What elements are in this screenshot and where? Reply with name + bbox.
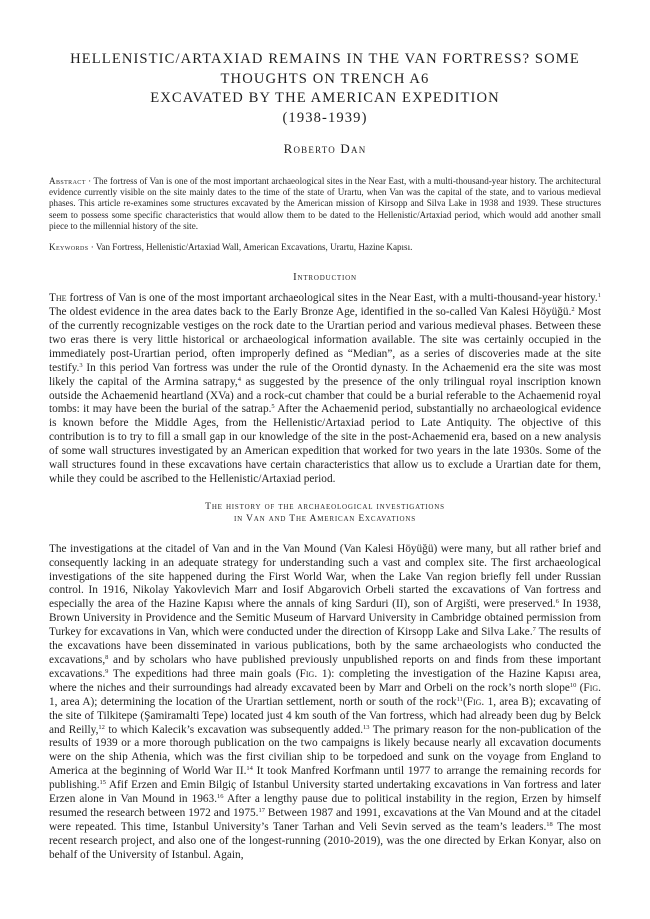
footnote-ref[interactable]: 13 [363,723,370,731]
title-line: HELLENISTIC/ARTAXIAD REMAINS IN THE VAN FORTRESS? SOME [70,51,580,67]
keywords-text: Van Fortress, Hellenistic/Artaxiad Wall, American Excavations, Urartu, Hazine Kapısı. [95,242,413,253]
intro-lead-word: The [49,292,67,305]
figure-ref[interactable]: Fig. [583,681,601,694]
article-title [49,50,601,128]
section-heading-history [49,501,601,526]
title-line: THOUGHTS ON TRENCH A6 [220,70,430,87]
footnote-ref[interactable]: 6 [555,598,559,606]
footnote-ref[interactable]: 15 [99,779,107,787]
footnote-ref[interactable]: 7 [532,626,536,634]
footnote-ref[interactable]: 14 [246,765,253,773]
history-text: 1): completing the investigation of the Hazine Kapısı area, where the niches and their surroundings had already excavated been by Marr and Orbeli on the rock’s north slope [49,667,601,694]
intro-text: In this period Van fortress was under the rule of the Orontid dynasty. In the Achaemenid era the site was most likely the capital of the Armina satrapy, [49,361,601,388]
history-text: Between 1987 and 1991, excavations at the Van Mound and at the citadel were repeated. This time, Istanbul University’s Taner Tarhan and Veli Sevin served as the team’s leaders. [49,806,601,833]
section-heading-line: in Van and The American Excavations [234,513,416,525]
history-text: The results of the excavations have been disseminated in various publications, both by the same archaeologists who conducted the excavations, [49,626,601,666]
footnote-ref[interactable]: 8 [105,653,109,661]
footnote-ref[interactable]: 5 [271,403,275,411]
figure-ref[interactable]: Fig. [466,695,485,708]
intro-text: After the Achaemenid period, substantially no archaeological evidence is known before the Middle Ages, from the Hellenistic/Artaxiad period to Late Antiquity. The objective of this contribution is to try to fill a small gap in our knowledge of the site in the post-Achaemenid era, based on a new analysis of some wall structures investigated by an American expedition that worked for two years in the late 1930s. Some of the wall structures found in these excavations have certain characteristics that allow us to exclude a Urartian date for them, while they could be ascribed to the Hellenistic/Artaxiad period. [49,403,602,485]
abstract-label: Abstract [49,176,86,186]
history-text: 1, area A); determining the location of the Urartian settlement, north or south of the rock [49,695,457,708]
author-name: Roberto Dan [283,141,367,156]
keywords: Keywords · Van Fortress, Hellenistic/Artaxiad Wall, American Excavations, Urartu, Hazine Kapısı. [49,242,413,253]
history-text: The investigations at the citadel of Van and in the Van Mound (Van Kalesi Höyüğü) were many, but all rather brief and consequently lacking in an adequate strategy for understanding such a vast and complex site. The first archaeological investigations of the site happened during the First World War, when the Lake Van region briefly fell under Russian control. In 1916, Nikolay Yakovlevich Marr and Iosif Abgarovich Orbeli started the excavations of Van fortress and especially the area of the Hazine Kapısı where the annals of king Sarduri (II), son of Argišti, were preserved. [49,542,601,611]
history-text: Afif Erzen and Emin Bilgiç of Istanbul University started undertaking excavations in Van fortress and later Erzen alone in Van Mound in 1963. [49,779,601,806]
abstract: Abstract · The fortress of Van is one of the most important archaeological sites in the Near East, with a multi-thousand-year history. The architectural evidence currently visible on the site mainly dates to the time of the state of Urartu, when Van was the capital of the state, and to various medieval phases. This article re-examines some structures excavated by the American mission of Kirsopp and Silva Lake in 1938 and 1939. These structures seem to possess some specific characteristics that would allow them to be dated to the Hellenistic/Artaxiad period, which would add another small piece to the millennial history of the site. [49,176,601,231]
footnote-ref[interactable]: 16 [217,793,224,801]
history-text: It took Manfred Korfmann until 1977 to arrange the remaining records for publishing. [49,765,601,792]
history-text: ( [462,695,467,708]
history-text: The primary reason for the non-publication of the results of 1939 or a more thorough publication on the two campaigns is likely because nearly all excavation documents were on the ship Athenia, which was the first civilian ship to be torpedoed and sunk on the voyage from England to America at the beginning of World War II. [49,723,602,778]
history-text: In 1938, Brown University in Providence and the Semitic Museum of Harvard University in Cambridge obtained permission from Turkey for excavations in Van, which were conducted under the direction of Kirsopp Lake and Silva Lake. [49,598,601,639]
footnote-ref[interactable]: 9 [105,667,109,675]
history-text: 1, area B); excavating of the site of Tilkitepe (Şamiramalti Tepe) located just 4 km south of the Van fortress, which had already been dug by Belck and Reilly, [49,695,601,736]
history-paragraph [49,543,601,863]
history-text: and by scholars who have published previously unpublished reports on and finds from these important excavations. [49,653,601,680]
history-text: After a lengthy pause due to political instability in the region, Erzen by himself resumed the research between 1972 and 1975. [49,793,601,819]
footnote-ref[interactable]: 10 [569,681,577,689]
title-line: EXCAVATED BY THE AMERICAN EXPEDITION [150,90,500,106]
keywords-label: Keywords [49,242,89,253]
footnote-ref[interactable]: 12 [98,723,105,731]
intro-text: The oldest evidence in the area dates back to the Early Bronze Age, identified in the so-called Van Kalesi Höyüğü. [49,306,572,319]
intro-text: as suggested by the presence of the only trilingual royal inscription known outside the Achaemenid heartland (XVa) and a rock-cut chamber that could be a burial referable to the Achaemenid royal tombs: it may have been the burial of the satrap. [49,375,601,416]
footnote-ref[interactable]: 11 [456,695,463,703]
history-text: ( [576,681,584,694]
footnote-ref[interactable]: 3 [79,361,83,369]
footnote-ref[interactable]: 17 [258,806,265,814]
intro-text: Most of the currently recognizable vestiges on the rock date to the Urartian period and various medieval phases. Between these two eras there is very little historical or archaeological information available. The site was certainly occupied in the immediately post-Urartian period, often improperly defined as “Median”, as a series of discoveries made at the site testify. [49,306,601,374]
title-line: (1938-1939) [282,109,368,126]
footnote-ref[interactable]: 18 [546,820,553,828]
history-text: The most recent research project, and also one of the longest-running (2010-2019), was the one directed by Erkan Konyar, also on behalf of the University of Istanbul. Again, [49,820,601,861]
footnote-ref[interactable]: 4 [237,375,241,383]
footnote-ref[interactable]: 2 [571,306,575,314]
introduction-paragraph [49,292,601,487]
section-heading-line: The history of the archaeological investigations [205,500,445,512]
intro-text: fortress of Van is one of the most important archaeological sites in the Near East, with a multi-thousand-year history. [66,292,598,305]
footnote-ref[interactable]: 1 [597,292,601,300]
abstract-text: The fortress of Van is one of the most important archaeological sites in the Near East, with a multi-thousand-year history. The architectural evidence currently visible on the site mainly dates to the time of the state of Urartu, when Van was the capital of the state, and to various medieval phases. This article re-examines some structures excavated by the American mission of Kirsopp and Silva Lake in 1938 and 1939. These structures seem to possess some specific characteristics that would allow them to be dated to the Hellenistic/Artaxiad period, which would add another small piece to the millennial history of the site. [49,176,601,231]
figure-ref[interactable]: Fig. [299,667,318,680]
section-heading-introduction: Introduction [293,272,357,284]
history-text: The expeditions had three main goals ( [108,667,300,680]
history-text: to which Kalecik’s excavation was subsequently added. [104,723,364,736]
